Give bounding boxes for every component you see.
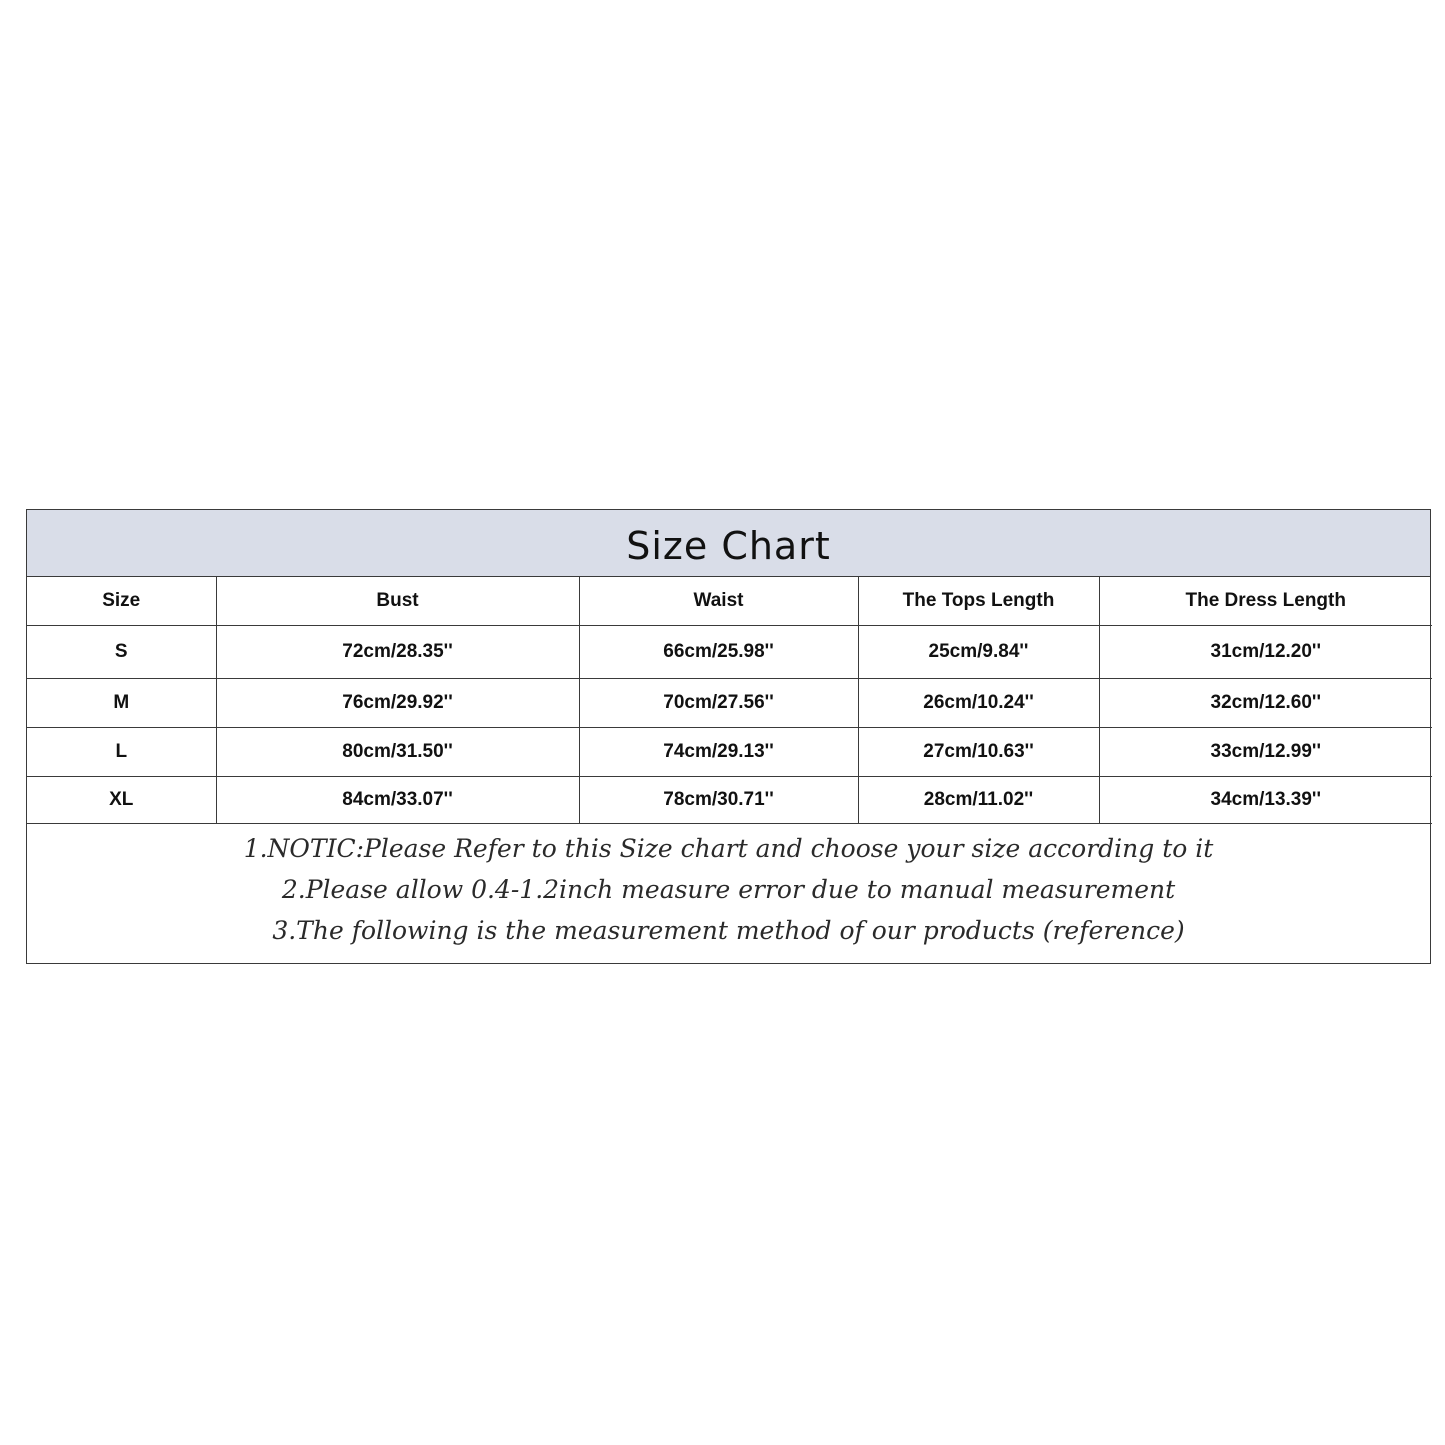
- dress-length-cell: 32cm/12.60'': [1099, 679, 1432, 728]
- header-tops-length: The Tops Length: [858, 577, 1099, 626]
- size-table: [27, 577, 1432, 824]
- header-bust: Bust: [216, 577, 579, 626]
- size-cell: XL: [27, 777, 216, 824]
- table-row: [27, 728, 1432, 777]
- bust-cell: 80cm/31.50'': [216, 728, 579, 777]
- waist-cell: 66cm/25.98'': [579, 626, 858, 679]
- bust-cell: 84cm/33.07'': [216, 777, 579, 824]
- tops-length-cell: 25cm/9.84'': [858, 626, 1099, 679]
- size-cell: S: [27, 626, 216, 679]
- table-row: [27, 777, 1432, 824]
- tops-length-cell: 28cm/11.02'': [858, 777, 1099, 824]
- dress-length-cell: 31cm/12.20'': [1099, 626, 1432, 679]
- table-row: [27, 679, 1432, 728]
- size-cell: M: [27, 679, 216, 728]
- chart-header: [27, 510, 1430, 577]
- bust-cell: 76cm/29.92'': [216, 679, 579, 728]
- notes-section: [27, 824, 1430, 963]
- dress-length-cell: 33cm/12.99'': [1099, 728, 1432, 777]
- note-line: 3.The following is the measurement method of our products (reference): [272, 916, 1185, 945]
- waist-cell: 74cm/29.13'': [579, 728, 858, 777]
- table-header-row: [27, 577, 1432, 626]
- size-cell: L: [27, 728, 216, 777]
- tops-length-cell: 27cm/10.63'': [858, 728, 1099, 777]
- dress-length-cell: 34cm/13.39'': [1099, 777, 1432, 824]
- waist-cell: 78cm/30.71'': [579, 777, 858, 824]
- chart-title: Size Chart: [626, 524, 831, 568]
- header-size: Size: [27, 577, 216, 626]
- note-line: 1.NOTIC:Please Refer to this Size chart and choose your size according to it: [243, 834, 1214, 863]
- waist-cell: 70cm/27.56'': [579, 679, 858, 728]
- size-chart: [26, 509, 1431, 964]
- tops-length-cell: 26cm/10.24'': [858, 679, 1099, 728]
- header-waist: Waist: [579, 577, 858, 626]
- table-row: [27, 626, 1432, 679]
- bust-cell: 72cm/28.35'': [216, 626, 579, 679]
- note-line: 2.Please allow 0.4-1.2inch measure error due to manual measurement: [281, 875, 1176, 904]
- header-dress-length: The Dress Length: [1099, 577, 1432, 626]
